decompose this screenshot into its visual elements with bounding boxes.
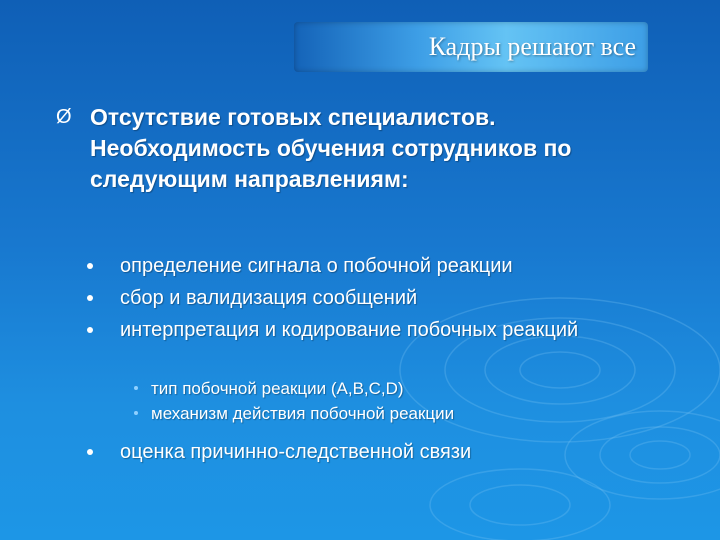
list-item-text: оценка причинно-следственной связи <box>120 441 472 463</box>
small-bullet-icon <box>134 386 138 390</box>
nested-bullet-list <box>134 376 654 426</box>
list-item <box>80 250 660 282</box>
list-item <box>80 436 660 468</box>
nested-list-item <box>134 401 654 426</box>
round-bullet-icon <box>87 263 93 269</box>
nested-list-item-text: механизм действия побочной реакции <box>151 404 455 423</box>
round-bullet-icon <box>87 295 93 301</box>
arrow-bullet-icon: Ø <box>56 106 72 128</box>
list-item-text: определение сигнала о побочной реакции <box>120 255 513 277</box>
nested-list-item <box>134 376 654 401</box>
small-bullet-icon <box>134 411 138 415</box>
list-item <box>80 282 660 314</box>
sub-bullet-list <box>80 250 660 346</box>
main-bullet-point <box>56 102 656 195</box>
round-bullet-icon <box>87 449 93 455</box>
round-bullet-icon <box>87 327 93 333</box>
list-item <box>80 314 660 346</box>
list-item-text: сбор и валидизация сообщений <box>120 287 418 309</box>
list-item-text: интерпретация и кодирование побочных реакций <box>120 319 579 341</box>
slide-title: Кадры решают все <box>428 32 636 61</box>
nested-list-item-text: тип побочной реакции (A,B,C,D) <box>151 379 404 398</box>
main-bullet-text: Отсутствие готовых специалистов. Необходимость обучения сотрудников по следующим направлениям: <box>90 104 572 192</box>
last-bullet-list <box>80 436 660 468</box>
